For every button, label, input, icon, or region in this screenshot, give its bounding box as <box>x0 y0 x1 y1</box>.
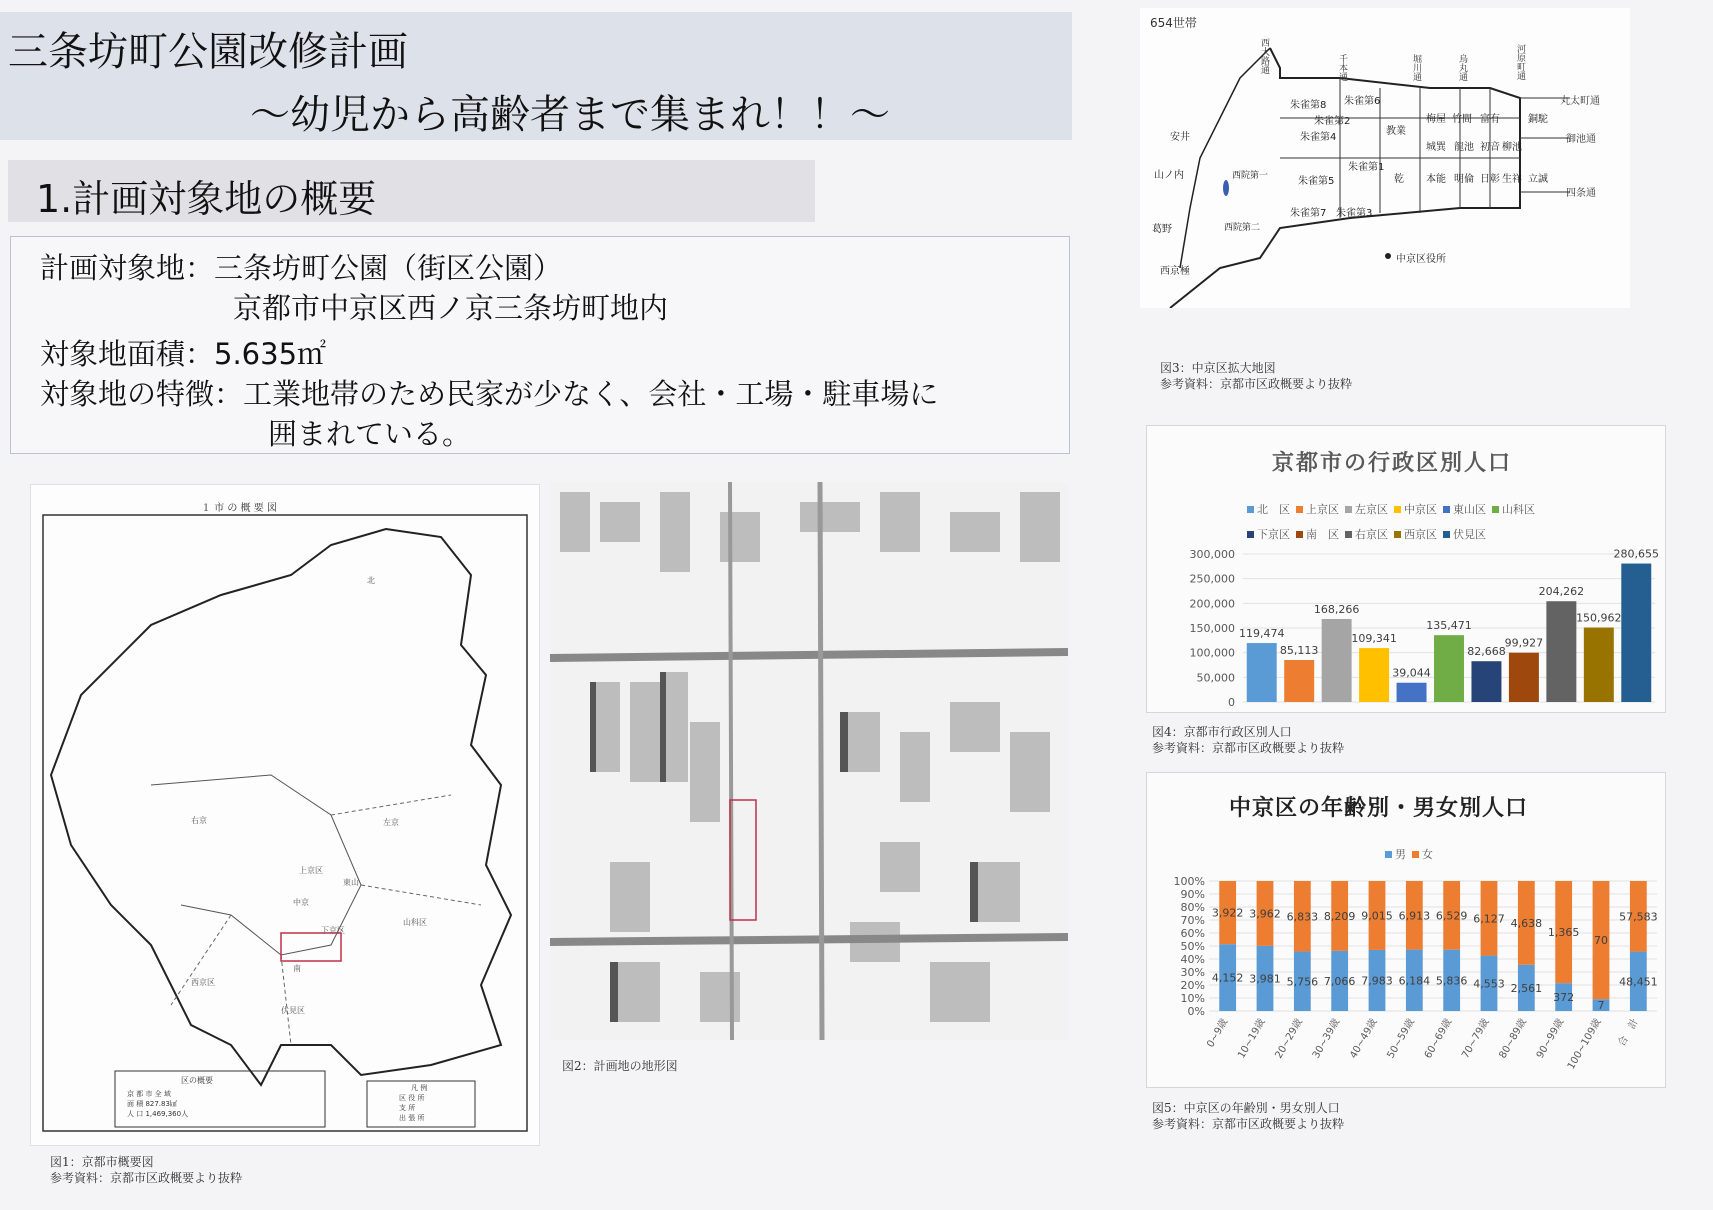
y-tick-label: 250,000 <box>1189 572 1235 586</box>
district-label: 中京 <box>293 898 309 907</box>
x-tick-label: 80~89歳 <box>1497 1017 1529 1061</box>
ward-office-label: 中京区役所 <box>1396 254 1446 265</box>
street-label: 四条通 <box>1566 188 1596 199</box>
block-label: 明倫 <box>1454 174 1474 185</box>
page-subtitle: ～幼児から高齢者まで集まれ！！～ <box>250 92 890 138</box>
data-label: 4,553 <box>1473 977 1505 991</box>
info-value: 京都市中京区西ノ京三条坊町地内 <box>233 291 669 325</box>
fig4-chart-panel <box>1146 425 1666 713</box>
x-tick-label: 40~49歳 <box>1348 1017 1380 1061</box>
data-label: 3,922 <box>1211 906 1244 920</box>
data-label: 1,365 <box>1547 926 1580 940</box>
legend-line: 面 積 827.83㎢ <box>127 1100 177 1108</box>
data-label: 280,655 <box>1613 547 1660 561</box>
y-tick-label: 0 <box>1228 696 1235 709</box>
block-label: 生祥 <box>1502 174 1522 185</box>
data-label: 3,981 <box>1249 972 1281 986</box>
district-label: 右京 <box>191 816 207 825</box>
caption-line: 参考資料：京都市区政概要より抜粋 <box>50 1171 243 1185</box>
bar <box>1247 643 1277 702</box>
legend-label: 南 区 <box>1306 528 1339 541</box>
street-label: 堀川通 <box>1411 54 1421 81</box>
info-line-5 <box>268 412 471 453</box>
y-tick-label: 90% <box>1180 888 1205 901</box>
caption-line: 図5：中京区の年齢別・男女別人口 <box>1152 1101 1340 1115</box>
y-tick-label: 300,000 <box>1189 548 1235 561</box>
x-tick-label: 合 計 <box>1616 1017 1641 1049</box>
legend-label: 西京区 <box>1404 528 1437 541</box>
data-label: 2,561 <box>1510 981 1543 995</box>
data-label: 4,152 <box>1211 971 1244 985</box>
block-label: 梅屋 <box>1426 114 1446 125</box>
block-label: 柳池 <box>1502 142 1522 153</box>
data-label: 57,583 <box>1619 910 1658 924</box>
data-label: 372 <box>1553 991 1575 1005</box>
block-label: 朱雀第2 <box>1314 116 1351 127</box>
info-value: 工業地帯のため民家が少なく、会社・工場・駐車場に <box>243 377 939 411</box>
data-label: 5,756 <box>1286 975 1319 989</box>
bar <box>1397 683 1427 702</box>
block-label: 龍池 <box>1454 142 1474 153</box>
legend-label: 女 <box>1422 848 1433 861</box>
district-label: 南 <box>293 964 301 973</box>
legend-label: 左京区 <box>1355 503 1388 516</box>
data-label: 150,962 <box>1576 611 1622 625</box>
data-label: 119,474 <box>1238 627 1285 641</box>
data-label: 6,127 <box>1473 912 1505 926</box>
block-label: 教業 <box>1386 126 1406 137</box>
district-label: 左京 <box>383 818 399 827</box>
caption-line: 図4：京都市行政区別人口 <box>1152 725 1292 739</box>
fig3-caption <box>1160 360 1352 392</box>
data-label: 168,266 <box>1313 602 1360 616</box>
chart-title: 京都市の行政区別人口 <box>1272 451 1513 476</box>
y-tick-label: 100% <box>1173 875 1205 888</box>
legend-label: 山科区 <box>1502 503 1535 516</box>
district-label: 伏見区 <box>281 1006 305 1015</box>
symbol-title: 凡 例 <box>411 1084 428 1092</box>
caption-line: 図3：中京区拡大地図 <box>1160 361 1276 375</box>
x-tick-label: 10~19歳 <box>1236 1017 1268 1061</box>
info-label: 計画対象地： <box>40 251 215 285</box>
block-label: 立誠 <box>1528 174 1548 185</box>
y-tick-label: 50,000 <box>1196 671 1235 685</box>
info-value: 5.635㎡ <box>214 337 327 371</box>
street-label: 西大路通 <box>1259 38 1269 74</box>
y-tick-label: 0% <box>1187 1005 1205 1018</box>
caption-line: 図1：京都市概要図 <box>50 1155 154 1169</box>
street-label: 御池通 <box>1566 134 1596 145</box>
district-label: 東山 <box>343 878 359 887</box>
block-label: 朱雀第8 <box>1290 100 1327 111</box>
info-line-3 <box>40 332 326 373</box>
x-tick-label: 50~59歳 <box>1385 1017 1417 1061</box>
data-label: 8,209 <box>1323 909 1356 923</box>
population-bar-chart <box>1147 426 1667 714</box>
data-label: 99,927 <box>1504 636 1544 650</box>
data-label: 135,471 <box>1426 619 1472 633</box>
bar <box>1434 635 1464 702</box>
y-tick-label: 10% <box>1180 992 1205 1005</box>
data-label: 109,341 <box>1351 632 1397 646</box>
street-label: 千本通 <box>1337 54 1347 81</box>
legend-label: 北 区 <box>1257 503 1290 516</box>
block-label: 朱雀第4 <box>1300 132 1337 143</box>
bar <box>1284 660 1314 702</box>
x-tick-label: 0~9歳 <box>1205 1017 1231 1050</box>
data-label: 3,962 <box>1249 907 1281 921</box>
data-label: 6,833 <box>1286 910 1319 924</box>
legend-label: 伏見区 <box>1453 528 1486 541</box>
block-label: 銅駝 <box>1528 114 1548 125</box>
fig2-topographic-map <box>550 482 1068 1040</box>
legend-label: 男 <box>1395 848 1406 861</box>
page-title: 三条坊町公園改修計画 <box>8 29 408 75</box>
symbol-lines <box>399 1093 424 1123</box>
caption-line: 参考資料：京都市区政概要より抜粋 <box>1152 741 1345 755</box>
fig2-caption: 図2：計画地の地形図 <box>562 1059 678 1073</box>
data-label: 7 <box>1597 999 1605 1013</box>
block-label: 初音 <box>1480 142 1500 153</box>
caption-line: 参考資料：京都市区政概要より抜粋 <box>1152 1117 1345 1131</box>
outer-area-label: 山ノ内 <box>1154 170 1184 181</box>
y-tick-label: 60% <box>1180 927 1205 940</box>
x-tick-label: 30~39歳 <box>1310 1017 1343 1061</box>
legend-line: 京 都 市 全 域 <box>127 1090 171 1098</box>
fig4-caption <box>1152 724 1344 756</box>
fig5-caption <box>1152 1100 1344 1132</box>
y-tick-label: 150,000 <box>1189 622 1235 635</box>
district-label: 西京区 <box>191 978 215 987</box>
district-label: 山科区 <box>403 918 427 927</box>
data-label: 6,913 <box>1398 909 1431 923</box>
bar <box>1546 601 1576 702</box>
outer-area-label: 西京極 <box>1160 266 1190 277</box>
y-tick-label: 100,000 <box>1189 646 1235 660</box>
fig3-ward-map <box>1140 8 1630 308</box>
fig5-chart-panel <box>1146 772 1666 1088</box>
x-tick-label: 70~79歳 <box>1460 1017 1492 1061</box>
block-label: 本能 <box>1426 174 1446 185</box>
y-tick-label: 20% <box>1180 979 1205 992</box>
block-label: 朱雀第3 <box>1336 208 1373 219</box>
legend-label: 東山区 <box>1453 503 1486 516</box>
city-map-drawing <box>31 485 539 1145</box>
outer-area-label: 葛野 <box>1152 224 1172 235</box>
fig1-caption <box>50 1154 242 1186</box>
bar <box>1584 628 1614 702</box>
data-label: 5,836 <box>1435 974 1468 988</box>
ward-households: 654世帯 <box>1150 16 1197 30</box>
y-tick-label: 200,000 <box>1189 597 1235 611</box>
street-label: 河原町通 <box>1515 44 1525 80</box>
info-line-4 <box>40 372 938 413</box>
info-line-2 <box>233 286 668 327</box>
bar <box>1322 619 1352 702</box>
x-tick-label: 60~69歳 <box>1422 1017 1455 1061</box>
x-tick-label: 90~99歳 <box>1534 1017 1567 1061</box>
data-label: 6,529 <box>1435 909 1468 923</box>
topographic-drawing <box>550 482 1068 1040</box>
y-tick-label: 50% <box>1180 940 1205 953</box>
street-label: 烏丸通 <box>1457 54 1467 81</box>
info-label: 対象地面積： <box>40 337 215 371</box>
data-label: 7,066 <box>1323 974 1356 988</box>
data-label: 48,451 <box>1619 975 1658 989</box>
fig1-city-map <box>30 484 540 1146</box>
outer-area-label: 安井 <box>1170 132 1190 143</box>
district-label: 上京区 <box>299 866 323 875</box>
caption-line: 参考資料：京都市区政概要より抜粋 <box>1160 377 1353 391</box>
district-label: 下京区 <box>321 926 345 935</box>
legend-title: 区の概要 <box>181 1076 213 1085</box>
data-label: 204,262 <box>1538 585 1585 599</box>
block-label: 富有 <box>1480 114 1500 125</box>
ward-map-drawing <box>1140 8 1630 308</box>
block-label: 城巽 <box>1426 142 1446 153</box>
outer-area-label: 西院第一 <box>1232 171 1269 181</box>
city-map-title: １ 市 の 概 要 図 <box>201 503 277 514</box>
legend-label: 右京区 <box>1355 528 1388 541</box>
info-label: 対象地の特徴： <box>40 377 244 411</box>
legend-line: 人 口 1,469,360人 <box>127 1110 189 1118</box>
block-label: 竹間 <box>1452 114 1472 125</box>
y-tick-label: 40% <box>1180 953 1205 966</box>
data-label: 82,668 <box>1467 645 1506 659</box>
block-label: 乾 <box>1394 174 1404 185</box>
data-label: 7,983 <box>1361 974 1393 988</box>
outer-area-label: 西院第二 <box>1224 223 1261 233</box>
data-label: 70 <box>1594 934 1608 948</box>
data-label: 85,113 <box>1279 644 1319 658</box>
symbol-line: 区 役 所 <box>399 1094 425 1102</box>
legend-label: 中京区 <box>1404 503 1437 516</box>
legend-lines <box>127 1089 188 1119</box>
block-label: 朱雀第1 <box>1348 162 1385 173</box>
data-label: 9,015 <box>1361 909 1393 923</box>
y-tick-label: 70% <box>1180 914 1205 927</box>
info-value: 三条坊町公園（街区公園） <box>214 251 563 285</box>
block-label: 日彰 <box>1480 174 1500 185</box>
x-tick-label: 20~29歳 <box>1273 1017 1305 1061</box>
legend-label: 上京区 <box>1306 503 1339 516</box>
section-title: 1.計画対象地の概要 <box>36 177 377 221</box>
symbol-line: 支 所 <box>399 1104 416 1112</box>
data-label: 6,184 <box>1398 974 1431 988</box>
block-label: 朱雀第7 <box>1290 208 1327 219</box>
district-label: 北 <box>367 576 375 585</box>
data-label: 4,638 <box>1510 916 1543 930</box>
y-tick-label: 80% <box>1180 901 1205 914</box>
symbol-line: 出 張 所 <box>399 1114 425 1122</box>
x-tick-label: 100~109歳 <box>1565 1017 1604 1072</box>
street-label: 丸太町通 <box>1560 96 1600 107</box>
block-label: 朱雀第5 <box>1298 176 1335 187</box>
age-sex-stacked-chart <box>1147 773 1667 1089</box>
legend-label: 下京区 <box>1257 528 1290 541</box>
bar <box>1359 648 1389 702</box>
chart-title: 中京区の年齢別・男女別人口 <box>1229 796 1529 821</box>
y-tick-label: 30% <box>1180 966 1205 979</box>
info-line-1 <box>40 246 562 287</box>
bar <box>1621 564 1651 702</box>
block-label: 朱雀第6 <box>1344 96 1381 107</box>
bar <box>1471 661 1501 702</box>
data-label: 39,044 <box>1392 666 1431 680</box>
info-value: 囲まれている。 <box>268 417 472 451</box>
bar <box>1509 653 1539 702</box>
